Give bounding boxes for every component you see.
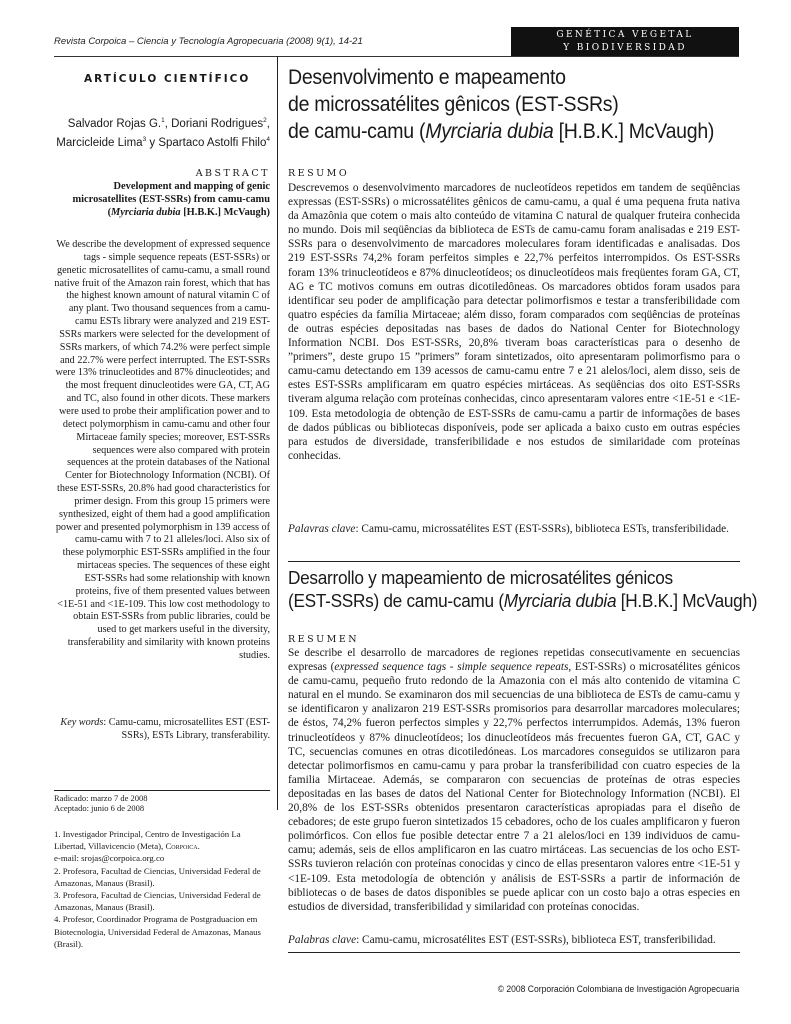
footnote-1 <box>54 828 270 852</box>
title-portuguese <box>288 64 715 145</box>
abstract-body: We describe the development of expressed sequence tags - simple sequence repeats (EST-SSRs) or genetic microsatellites of camu-camu, a small round native fruit of the Amazon rain forest, which that has the highest known amount of natural vitamin C of any plant. Two thousand sequences from a camu-camu ESTs library were analyzed and 219 EST-SSRs markers were selected for the development of SSRs markers, of which 74.2% were perfect simple and 22.7% were perfect interrupted. The EST-SSRs were 13% trinucleotides and 87% dinucleotides; and the most frequent dinucleotides were GA, CT, AG and TC, also found in other dicots. These markers were used to probe their amplification power and to detect polymorphism in camu-camu and other four Mirtaceae family species; moreover, EST-SSRs sequences were also compared with protein sequences at the protein databases of the National Center for Biotechnology Information (NCBI). Of these EST-SSRs, 20.8% had good characteristics for primer design. From this group 15 primers were synthesized, eight of them had a good amplification power and presented polymorphism in 139 access of camu-camu with 7 to 21 alleles/loci. Also six of these polymorphic EST-SSRs amplified in the four mirtaceas species. The sequences of these eight EST-SSRs had some relationship with known proteins, five of them presented values between <1E-51 and <1E-109. This low cost methodology to obtain EST-SSRs from public libraries, could be used to get markers useful in the diversity, transferability and similarity with known proteins studies. <box>54 239 270 661</box>
author-separator: , <box>266 117 270 130</box>
author-2-sup: 2 <box>263 117 267 124</box>
resumen-text-part1: Se describe el desarrollo de marcadores de regiones repetidas consecutivamente en secuencias expresas ( <box>288 647 740 674</box>
title-spanish <box>288 566 758 612</box>
title-line3 <box>288 118 715 145</box>
section-tag-line2: Y BIODIVERSIDAD <box>563 43 687 53</box>
footnote-1-end: . <box>197 841 200 852</box>
article-type: ARTÍCULO CIENTÍFICO <box>84 73 251 85</box>
abstract-title-species: Myrciaria dubia <box>111 207 181 218</box>
palavras-text: : Camu-camu, microssatélites EST (EST-SSRs), biblioteca ESTs, transferibilidade. <box>355 523 729 535</box>
author-3-sup: 3 <box>142 135 147 143</box>
palavras-clave <box>288 522 740 536</box>
section-tag-line1: GENÉTICA VEGETAL <box>556 30 694 40</box>
footnote-1-text: 1. Investigador Principal, Centro de Investigación La Libertad, Villavicencio (Meta), <box>54 829 241 852</box>
resumo-label: RESUMO <box>288 168 350 179</box>
title-line3-part: de camu-camu ( <box>288 120 426 143</box>
authors-line2 <box>54 132 270 151</box>
abstract-title <box>54 180 270 219</box>
footnote-email: e-mail: srojas@corpoica.org.co <box>54 853 165 864</box>
author-3: Marcicleide Lima <box>56 136 143 149</box>
section-tag <box>511 27 739 56</box>
received-dates <box>54 794 147 813</box>
column-divider <box>277 56 278 810</box>
footnote-2: 2. Profesora, Facultad de Ciencias, Universidad Federal de Amazonas, Manaus (Brasil). <box>54 865 261 888</box>
bottom-rule <box>288 952 740 953</box>
keywords-text: : Camu-camu, microsatellites EST (EST-SSRs), ESTs Library, transferability. <box>103 717 270 741</box>
resumen-text-italic: expressed sequence tags - simple sequence repeats <box>334 661 569 674</box>
title-line1: Desenvolvimento e mapeamento <box>288 66 566 89</box>
copyright: © 2008 Corporación Colombiana de Investigación Agropecuaria <box>497 984 739 994</box>
abstract-label: ABSTRACT <box>195 168 270 179</box>
resumen-text-part2: , EST-SSRs) o microsatélites génicos de camu-camu, pequeño fruto redondo de la Amazonia con el más alto contenido de vitamina C natural en el mundo. Se examinaron dos mil secuencias de una biblioteca de ESTs de camu-camu y se identificaron y analizaron 219 EST-SSRs promisorios para desarrollar marcadores moleculares; de éstos, 74,2% fueron perfectos simples y 22,7% perfectos interrumpidos. Además, 13% fueron trinucleotídeos y 87% dinucleotídeos; los dinucleotídeos más frecuentes fueron GA, CT, GAC y TC, secuencias comunes en otras dicotiledóneas. Los marcadores conseguidos se utilizaron para detectar polimorfismos en camu-camu y para probar la transferibilidad con cuatro especies de la familia Mirtaceae. Además, se compararon con secuencias de proteínas de otras especies depositadas en las bases de datos del National Center for Biotechnology Information (NCBI). El 20,8% de los EST-SSRs obtenidos presentaron características apropiadas para el diseño de cebadores; de este grupo fueron sintetizados 15 cebadores, ocho de los cuales amplificaron y fueron polimórficos. Con ellos fue posible detectar entre 7 a 21 alelos/loci en 139 individuos de camu-camu; además, seis de ellos amplificaron en las cuatro mirtáceas. Las secuencias de los ocho EST-SSRs tuvieron relación con proteínas conocidas y cinco de ellas presentaron valores entre <1E-51 y <1E-109. Esta metodología de obtención y análisis de EST-SSRs a partir de información de bibliotecas o de bases de datos disponibles se puede aplicar con un costo bajo a otras especies en estudios de diversidad, transferibilidad y similaridad con proteínas conocidas. <box>288 661 740 913</box>
author-4-sup: 4 <box>266 135 270 143</box>
resumo-body: Descrevemos o desenvolvimento marcadores de nucleotídeos repetidos em tandem de seqüências expressas (EST-SSRs) o microssatélites gênicos de camu-camu, a qual é uma pequena fruta nativa da Amazônia que cotem o mais alto conteúdo de vitamina C natural de qualquer fruteira conhecida no mundo. Dois mil seqüências da biblioteca de ESTs de camu-camu foram analisadas e 219 EST-SSRs para o desenvolvimento de marcadores moleculares foram identificadas e analisadas. Dos 219 EST-SSRs 74,2% foram perfeitos simples e 22,7% perfeitos interrompidos. Os EST-SSRs foram 13% trinucleotídeos e 87% dinucleotídeos; os dinucleotídeos mais freqüentes foram GA, CT, AG e TC motivos comuns em outras dicotiledôneas. Os marcadores obtidos foram usados para identificar seu poder de amplificação para detectar polimorfismos e testar a transferibilidade com quatro espécies da família Mirtaceae; além disso, foram comparados com seqüências de proteínas de outras espécies depositadas nas bases de dados do National Center for Biotechnology Information NCBI. Dos EST-SSRs, 20,8% tiveram boas características para o desenho de ”primers”, deste grupo 15 ”primers” foram sintetizados, oito apresentaram polimorfismo para o camu-camu detectando em 139 acessos de camu-camu entre 7 e 21 alelos/loci, alem disso, seis de estes EST-SSRs amplificaram em quatro espécies mirtáceas. As seqüências dos oito EST-SSRs tiveram alguma relação com proteínas conhecidas, cinco apresentaram valores entre <1E-51 e <1E-109. Esta metodologia de obtenção de EST-SSRs de camu-camu a partir de informações de bases de dados públicas ou bibliotecas disponíveis, pode ser aplicada a baixo custo em outras espécies para estudos de diversidade, transferibilidade e nos estudos de similaridade com proteínas conhecidas. <box>288 182 740 462</box>
title2-authority: [H.B.K.] McVaugh) <box>616 590 758 611</box>
footnote-3: 3. Profesora, Facultad de Ciencias, Universidad Federal de Amazonas, Manaus (Brasil). <box>54 890 261 913</box>
palabras-label: Palabras clave <box>288 934 357 946</box>
author-4: y Spartaco Astolfi Fhilo <box>146 136 267 149</box>
author-2: , Doriani Rodrigues <box>164 117 264 130</box>
title2-species: Myrciaria dubia <box>503 590 617 611</box>
abstract-title-part: Development and mapping of genic microsatellites (EST-SSRs) from camu-camu ( <box>72 181 270 218</box>
title-line2: de microssatélites gênicos (EST-SSRs) <box>288 93 619 116</box>
title-authority: [H.B.K.] McVaugh) <box>553 120 715 143</box>
keywords-label: Key words <box>60 717 104 728</box>
footnote-4: 4. Profesor, Coordinador Programa de Postgraduacion em Biotecnologia, Universidad Federal de Amazonas, Manaus (Brasil). <box>54 914 261 949</box>
title-species: Myrciaria dubia <box>425 120 554 143</box>
authors-line1 <box>54 113 270 132</box>
received-rule <box>54 790 270 791</box>
resumen-label: RESUMEN <box>288 634 360 645</box>
title2-line1: Desarrollo y mapeamiento de microsatélites génicos <box>288 567 673 588</box>
keywords <box>54 716 270 742</box>
affiliation-footnotes <box>54 828 270 950</box>
journal-reference: Revista Corpoica – Ciencia y Tecnología Agropecuaria (2008) 9(1), 14-21 <box>54 36 363 47</box>
resumen-body <box>288 646 740 914</box>
footnote-1-org: Corpoica <box>165 841 198 852</box>
author-1-sup: 1 <box>161 117 165 124</box>
palavras-label: Palavras clave <box>288 523 356 535</box>
top-rule <box>54 56 739 57</box>
section-rule <box>288 561 740 562</box>
title2-line2 <box>288 589 758 612</box>
author-1: Salvador Rojas G. <box>67 117 162 130</box>
authors <box>54 113 270 151</box>
palabras-clave <box>288 933 740 947</box>
received-date: Radicado: marzo 7 de 2008 <box>54 793 148 803</box>
accepted-date: Aceptado: junio 6 de 2008 <box>54 802 145 813</box>
title2-line2-part: (EST-SSRs) de camu-camu ( <box>288 590 504 611</box>
palabras-text: : Camu-camu, microsatélites EST (EST-SSRs), biblioteca EST, transferibilidad. <box>356 934 716 946</box>
abstract-title-authority: [H.B.K.] McVaugh) <box>180 207 270 218</box>
